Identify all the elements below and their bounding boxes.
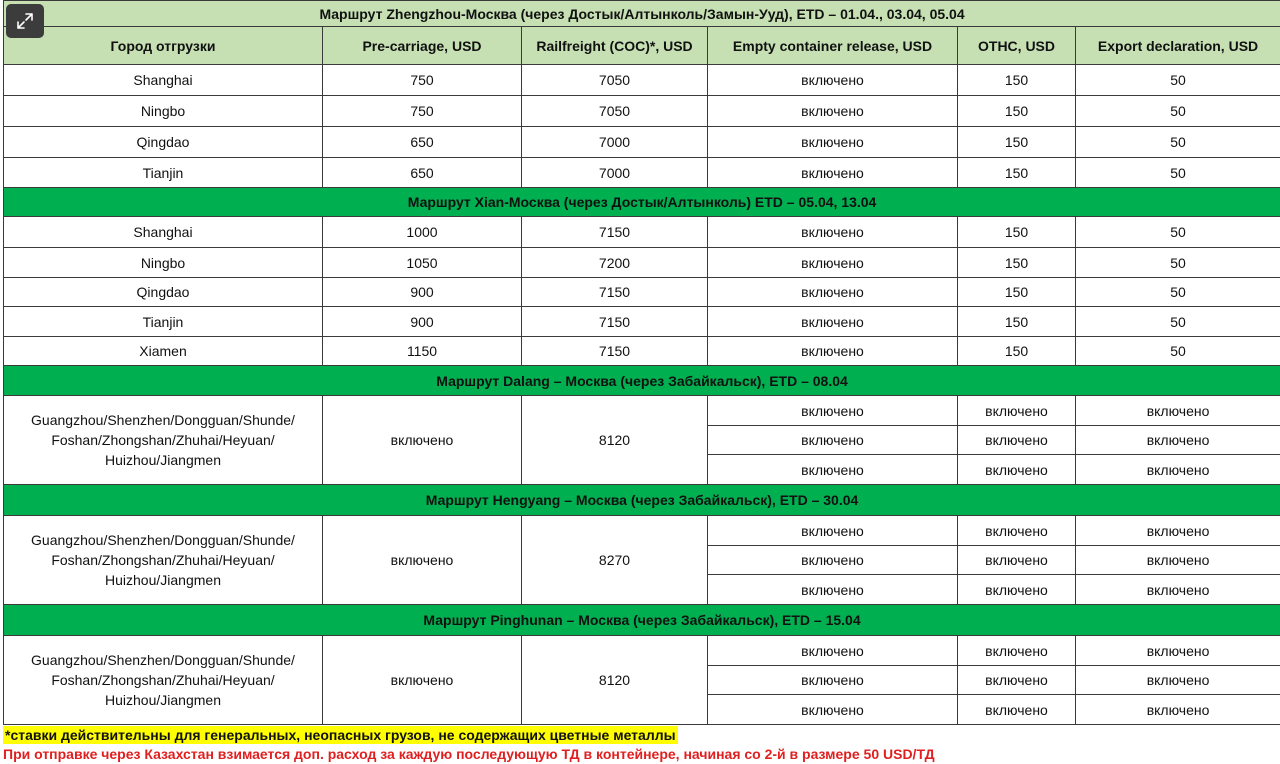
empty-cell: включено [708,158,958,188]
pre-cell: 900 [323,307,522,337]
pre-cell: 1000 [323,217,522,248]
section-title: Маршрут Xian-Москва (через Достык/Алтынколь) ETD – 05.04, 13.04 [4,188,1280,217]
table-row [4,516,1280,546]
pre-cell: включено [323,516,522,605]
othc-cell: 150 [958,307,1076,337]
table-row [4,248,1280,278]
othc-cell: включено [958,575,1076,605]
othc-cell: включено [958,455,1076,485]
rail-cell: 7150 [522,217,708,248]
othc-cell: 150 [958,65,1076,96]
othc-cell: 150 [958,127,1076,158]
export-cell: 50 [1076,307,1280,337]
column-header: OTHC, USD [958,27,1076,65]
footnote: *ставки действительны для генеральных, неопасных грузов, не содержащих цветные металлы [5,727,676,743]
export-cell: включено [1076,516,1280,546]
table-row [4,65,1280,96]
rail-cell: 7200 [522,248,708,278]
othc-cell: 150 [958,337,1076,366]
export-cell: 50 [1076,217,1280,248]
empty-cell: включено [708,396,958,426]
rail-cell: 7050 [522,96,708,127]
empty-cell: включено [708,455,958,485]
table-row [4,96,1280,127]
column-header: Export declaration, USD [1076,27,1280,65]
export-cell: включено [1076,575,1280,605]
column-header: Pre-carriage, USD [323,27,522,65]
othc-cell: включено [958,666,1076,695]
empty-cell: включено [708,307,958,337]
city-line: Foshan/Zhongshan/Zhuhai/Heyuan/ [51,432,275,448]
othc-cell: включено [958,516,1076,546]
pre-cell: включено [323,636,522,725]
othc-cell: включено [958,426,1076,455]
section-title: Маршрут Pinghunan – Москва (через Забайкальск), ETD – 15.04 [4,605,1280,636]
city-cell: Tianjin [4,158,323,188]
city-line: Huizhou/Jiangmen [105,572,221,588]
pre-cell: 1150 [323,337,522,366]
empty-cell: включено [708,337,958,366]
empty-cell: включено [708,636,958,666]
city-cell: Ningbo [4,248,323,278]
empty-cell: включено [708,248,958,278]
city-cell: Shanghai [4,217,323,248]
section-header [4,485,1280,516]
kazakhstan-note: При отправке через Казахстан взимается доп. расход за каждую последующую ТД в контейнере, начиная со 2-й в размере 50 USD/ТД [3,746,935,762]
section-header [4,188,1280,217]
pre-cell: 900 [323,278,522,307]
export-cell: 50 [1076,158,1280,188]
othc-cell: включено [958,695,1076,725]
othc-cell: 150 [958,96,1076,127]
table-row [4,396,1280,426]
empty-cell: включено [708,426,958,455]
export-cell: включено [1076,396,1280,426]
empty-cell: включено [708,516,958,546]
city-line: Guangzhou/Shenzhen/Dongguan/Shunde/ [31,532,295,548]
city-line: Foshan/Zhongshan/Zhuhai/Heyuan/ [51,552,275,568]
empty-cell: включено [708,666,958,695]
city-cell: Ningbo [4,96,323,127]
rail-cell: 7150 [522,307,708,337]
city-cell: Qingdao [4,278,323,307]
city-cell: Qingdao [4,127,323,158]
city-group-cell [4,516,323,605]
city-cell: Xiamen [4,337,323,366]
pre-cell: 650 [323,158,522,188]
city-group-cell [4,396,323,485]
table-row [4,217,1280,248]
pre-cell: включено [323,396,522,485]
export-cell: включено [1076,426,1280,455]
export-cell: включено [1076,695,1280,725]
column-header: Empty container release, USD [708,27,958,65]
export-cell: 50 [1076,65,1280,96]
city-cell: Tianjin [4,307,323,337]
city-cell: Shanghai [4,65,323,96]
table-row [4,127,1280,158]
section-title: Маршрут Zhengzhou-Москва (через Достык/Алтынколь/Замын-Ууд), ETD – 01.04., 03.04, 05.04 [4,1,1280,27]
city-line: Huizhou/Jiangmen [105,692,221,708]
section-header [4,1,1280,27]
pre-cell: 650 [323,127,522,158]
othc-cell: 150 [958,158,1076,188]
empty-cell: включено [708,65,958,96]
export-cell: 50 [1076,278,1280,307]
table-row [4,158,1280,188]
export-cell: 50 [1076,96,1280,127]
rail-cell: 7150 [522,278,708,307]
othc-cell: включено [958,636,1076,666]
empty-cell: включено [708,217,958,248]
pre-cell: 750 [323,65,522,96]
export-cell: включено [1076,546,1280,575]
section-header [4,605,1280,636]
empty-cell: включено [708,575,958,605]
othc-cell: 150 [958,278,1076,307]
othc-cell: включено [958,546,1076,575]
city-line: Guangzhou/Shenzhen/Dongguan/Shunde/ [31,412,295,428]
empty-cell: включено [708,96,958,127]
empty-cell: включено [708,278,958,307]
rail-cell: 8120 [522,396,708,485]
table-row [4,337,1280,366]
othc-cell: включено [958,396,1076,426]
rail-cell: 7000 [522,158,708,188]
section-header [4,366,1280,396]
rail-cell: 8120 [522,636,708,725]
rail-cell: 7000 [522,127,708,158]
empty-cell: включено [708,695,958,725]
pre-cell: 750 [323,96,522,127]
empty-cell: включено [708,546,958,575]
rail-cell: 7150 [522,337,708,366]
table-row [4,636,1280,666]
export-cell: включено [1076,636,1280,666]
table-row [4,278,1280,307]
city-line: Guangzhou/Shenzhen/Dongguan/Shunde/ [31,652,295,668]
city-line: Huizhou/Jiangmen [105,452,221,468]
export-cell: включено [1076,666,1280,695]
section-title: Маршрут Dalang – Москва (через Забайкальск), ETD – 08.04 [4,366,1280,396]
city-group-cell [4,636,323,725]
column-header: Город отгрузки [4,27,323,65]
section-title: Маршрут Hengyang – Москва (через Забайкальск), ETD – 30.04 [4,485,1280,516]
export-cell: 50 [1076,127,1280,158]
expand-button[interactable] [6,4,44,38]
export-cell: 50 [1076,248,1280,278]
export-cell: включено [1076,455,1280,485]
othc-cell: 150 [958,248,1076,278]
othc-cell: 150 [958,217,1076,248]
city-line: Foshan/Zhongshan/Zhuhai/Heyuan/ [51,672,275,688]
rate-table [3,0,1280,725]
expand-icon [16,12,34,30]
column-header: Railfreight (COC)*, USD [522,27,708,65]
empty-cell: включено [708,127,958,158]
export-cell: 50 [1076,337,1280,366]
pre-cell: 1050 [323,248,522,278]
rail-cell: 7050 [522,65,708,96]
column-headers [4,27,1280,65]
rail-cell: 8270 [522,516,708,605]
table-row [4,307,1280,337]
